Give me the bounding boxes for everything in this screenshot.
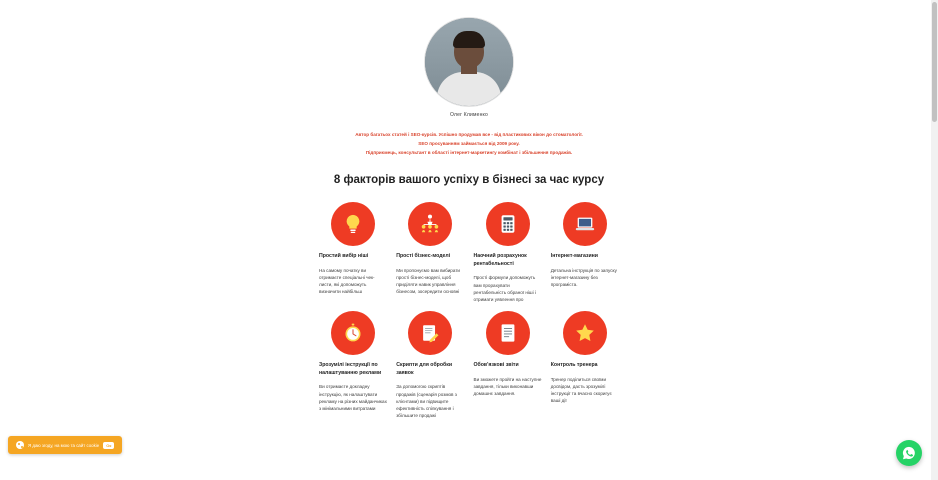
- cookie-icon: [16, 441, 24, 449]
- scrollbar-thumb[interactable]: [932, 2, 937, 122]
- feature-text: Детальна інструкція по запуску інтернет-магазину без програміста.: [550, 267, 617, 287]
- scrollbar[interactable]: [931, 0, 938, 480]
- document-icon: [486, 311, 530, 355]
- people-network-icon: [408, 202, 452, 246]
- avatar: [425, 18, 513, 106]
- lightbulb-icon: [331, 202, 375, 246]
- feature-card: [396, 311, 464, 419]
- star-icon: [563, 311, 607, 355]
- feature-text: Прості формули допоможуть вам прорахувати рентабельність обраної ніші і отримати уявлення про: [473, 275, 536, 302]
- page-title: 8 факторів вашого успіху в бізнесі за час курсу: [333, 173, 605, 186]
- feature-card: [551, 311, 619, 419]
- feature-text: За допомогою скриптів продажів (сценарія розмов з клієнтами) ви підвищите ефективність спілкування і збільшите продажі: [396, 384, 457, 418]
- cookie-consent-bar[interactable]: [8, 436, 122, 454]
- feature-title: Обов'язкові звіти: [473, 361, 519, 368]
- feature-title: Контроль тренера: [550, 361, 598, 368]
- feature-text: Тренер поділиться своїми досвідом, дасть зрозумілі інструкції та вчасно скоригує ваші дії: [550, 376, 612, 404]
- feature-title: Інтернет-магазини: [550, 252, 598, 259]
- feature-title: Скрипти для обробки заявок: [396, 361, 453, 376]
- feature-title: Зрозумілі інструкції по налаштуванню реклами: [319, 361, 382, 376]
- feature-grid: [319, 202, 619, 419]
- feature-title: Прості бізнес-моделі: [396, 252, 451, 259]
- feature-text: На самому початку ви отримаєте спеціальні чек-листи, які допоможуть визначити найбільш: [319, 267, 375, 294]
- profile-bio: [319, 131, 619, 158]
- bio-line-2: SEO просуванням займається від 2009 року.: [418, 140, 520, 146]
- feature-card: [474, 311, 542, 419]
- profile-name: Олег Клименко: [450, 112, 488, 118]
- laptop-icon: [563, 202, 607, 246]
- avatar-body-shape: [437, 72, 501, 106]
- stopwatch-icon: [331, 311, 375, 355]
- script-pen-icon: [408, 311, 452, 355]
- bio-line-3: Підприємець, консультант в області інтернет-маркетингу комбінат і збільшення продажів.: [365, 149, 573, 155]
- whatsapp-icon[interactable]: [896, 440, 922, 466]
- feature-card: [474, 202, 542, 303]
- avatar-hair-shape: [453, 31, 485, 48]
- feature-card: [319, 311, 387, 419]
- calculator-icon: [486, 202, 530, 246]
- cookie-text: Я даю згоду, на мою та сайт cookie: [28, 442, 100, 448]
- feature-title: Простий вибір ніші: [319, 252, 369, 259]
- feature-title: Наочний розрахунок рентабельності: [473, 252, 527, 267]
- feature-text: Ви отримаєте докладну інструкцію, як налаштувати рекламу на різних майданчиках з мінімальними витратами: [319, 384, 387, 411]
- cookie-accept-button[interactable]: Ок: [103, 442, 114, 449]
- profile-hero: [0, 0, 938, 158]
- feature-card: [396, 202, 464, 303]
- feature-card: [319, 202, 387, 303]
- bio-line-1: Автор багатьох статей і SEO-курсів. Успішно продумав все - від пластикових вікон до стоматології.: [355, 132, 583, 137]
- feature-text: Ви зможете пройти на наступне завдання, тільки виконавши домашнє завдання.: [473, 376, 542, 396]
- feature-card: [551, 202, 619, 303]
- feature-text: Ми пропонуємо вам вибирати прості бізнес-моделі, щоб приділяти навик управління бізнесом, зосередити основні: [396, 267, 460, 294]
